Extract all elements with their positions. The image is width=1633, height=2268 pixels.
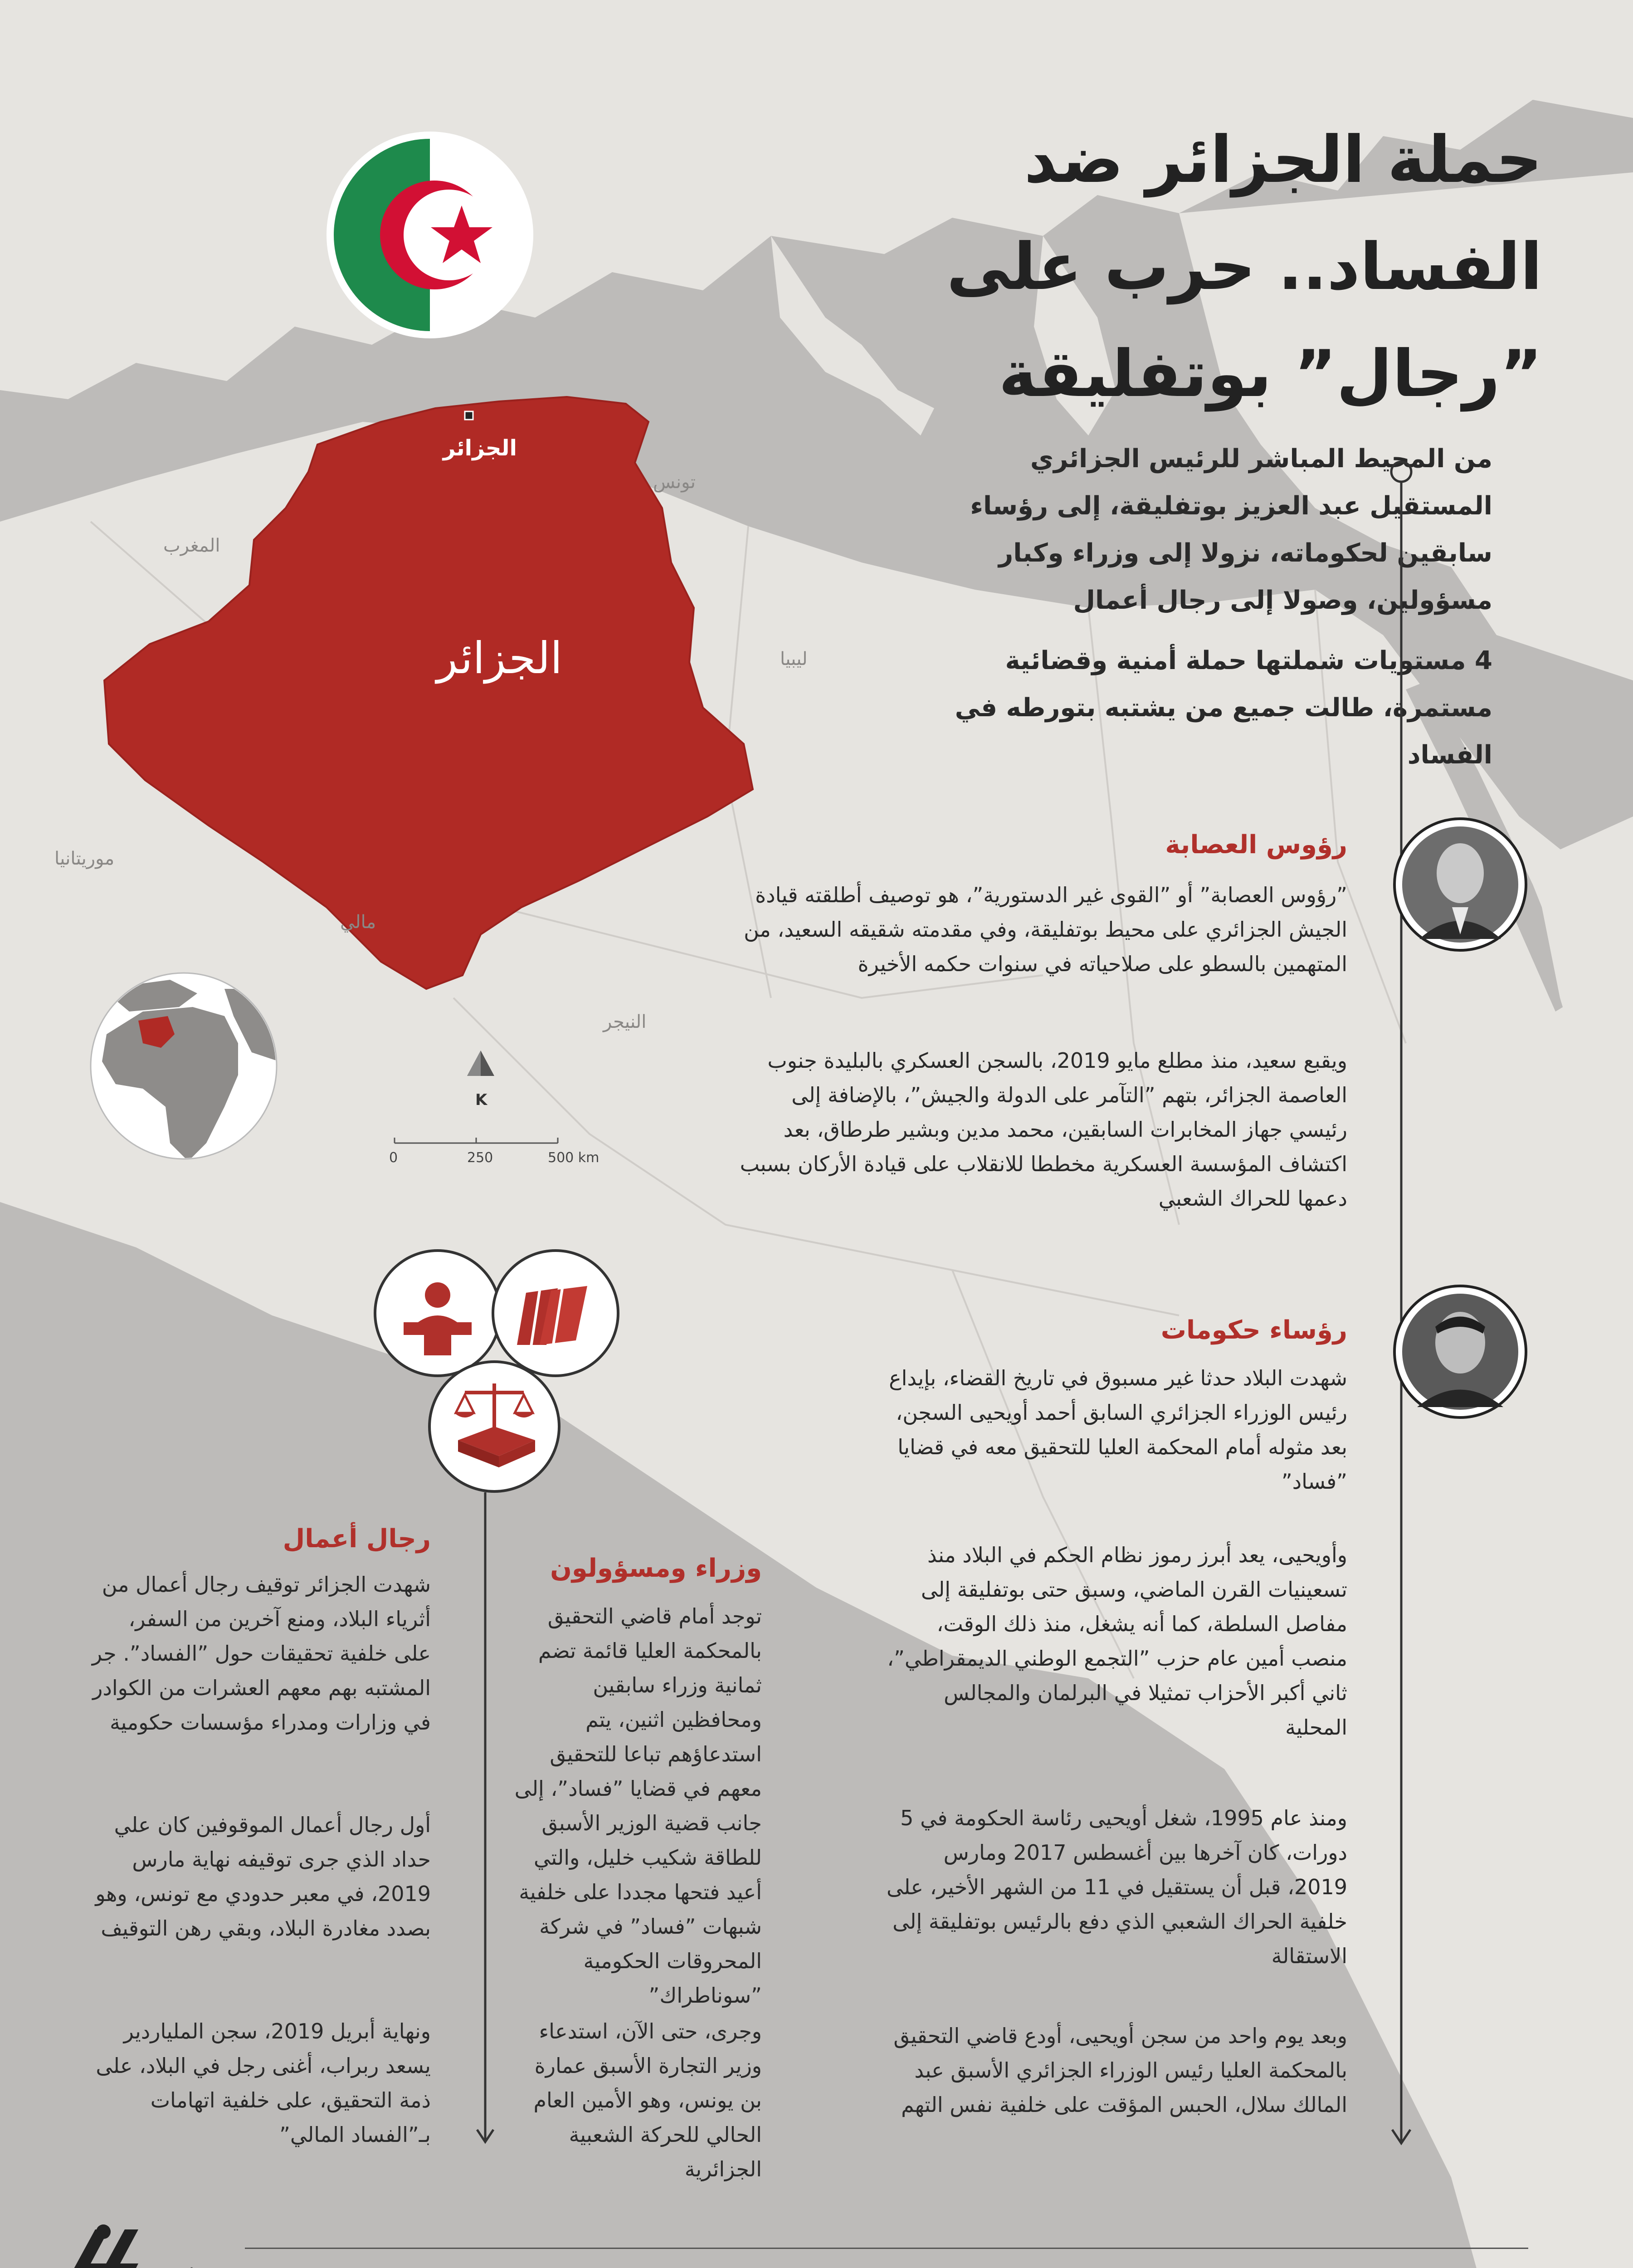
businessmen-paragraph-1: شهدت الجزائر توقيف رجال أعمال من أثرياء البلاد، ومنع آخرين من السفر، على خلفية تحقيقات حول ”الفساد”. جر المشتبه بهم معهم العشرات من الكوادر في وزارات ومدراء مؤسسات حكومية — [92, 1572, 431, 1735]
section-heading-prime-ministers: رؤساء حكومات — [1160, 1315, 1347, 1345]
north-arrow-icon — [463, 1048, 499, 1084]
gang-heads-paragraph-1: ”رؤوس العصابة” أو ”القوى غير الدستورية”، هو توصيف أطلقته قيادة الجيش الجزائري على محيط بوتفليقة، وفي مقدمته شقيقه السعيد، من المتهمين بالسطو على صلاحياته في سنوات حكمه الأخيرة — [744, 883, 1347, 976]
scale-end: 500 km — [548, 1150, 600, 1166]
businessmen-paragraph-2: أول رجال أعمال الموقوفين كان علي حداد الذي جرى توقيفه نهاية مارس 2019، في معبر حدودي مع تونس، وهو بصدد مغادرة البلاد، وبقي رهن التوقيف — [95, 1813, 431, 1941]
ouyahia-portrait — [1392, 1284, 1528, 1420]
left-timeline — [472, 1492, 499, 2150]
north-letter: K — [475, 1091, 487, 1109]
intro-paragraph-1: من المحيط المباشر للرئيس الجزائري المستقيل عبد العزيز بوتفليقة، إلى رؤساء سابقين لحكوماته، نزولا إلى وزراء وكبار مسؤولين، وصولا إلى رجال أعمال — [970, 444, 1492, 615]
intro-paragraph-2: 4 مستويات شملتها حملة أمنية وقضائية مستمرة، طالت جميع من يشتبه بتورطه في الفساد — [955, 646, 1492, 770]
footer-divider — [245, 2248, 1528, 2249]
prime-ministers-paragraph-2: وأويحيى، يعد أبرز رموز نظام الحكم في البلاد منذ تسعينيات القرن الماضي، وسبق حتى بوتفليقة إلى مفاصل السلطة، كما أنه يشغل، منذ ذلك الوقت، منصب أمين عام حزب ”التجمع الوطني الديمقراطي”، ثاني أكبر الأحزاب تمثيلا في البرلمان والمجالس المحلية — [887, 1543, 1347, 1740]
locator-globe — [88, 971, 279, 1161]
ministers-paragraph-1: توجد أمام قاضي التحقيق بالمحكمة العليا قائمة تضم ثمانية وزراء سابقين ومحافظين اثنين، يتم استدعاؤهم تباعا للتحقيق معهم في قضايا ”فساد”، إلى جانب قضية الوزير الأسبق للطاقة شكيب خليل، والتي أعيد فتحها مجددا على خلفية شبهات ”فساد” في شركة المحروقات الحكومية ”سوناطراك” — [514, 1604, 762, 2008]
scale-mid: 250 — [467, 1150, 493, 1166]
title-line-3: ”رجال” بوتفليقة — [999, 337, 1542, 411]
label-libya: ليبيا — [780, 649, 808, 670]
aa-logo-icon — [63, 2223, 145, 2268]
scale-zero: 0 — [389, 1150, 398, 1166]
label-niger: النيجر — [603, 1012, 647, 1032]
label-morocco: المغرب — [163, 535, 220, 556]
title-line-1: حملة الجزائر ضد — [1024, 122, 1542, 197]
bouteflika-portrait — [1392, 816, 1528, 953]
section-heading-gang-heads: رؤوس العصابة — [1165, 830, 1347, 860]
scales-of-justice-icon — [426, 1359, 562, 1495]
prime-ministers-paragraph-4: وبعد يوم واحد من سجن أويحيى، أودع قاضي التحقيق بالمحكمة العليا رئيس الوزراء الجزائري الأسبق عبد المالك سلال، الحبس المؤقت على خلفية نفس التهم — [893, 2024, 1347, 2117]
businessmen-paragraph-3: ونهاية أبريل 2019، سجن الملياردير يسعد ربراب، أغنى رجل في البلاد، على ذمة التحقيق، على خلفية اتهامات بـ”الفساد المالي” — [96, 2019, 431, 2147]
scale-bar — [390, 1134, 571, 1148]
prime-ministers-paragraph-3: ومنذ عام 1995، شغل أويحيى رئاسة الحكومة في 5 دورات، كان آخرها بين أغسطس 2017 ومارس 2019، قبل أن يستقيل في 11 من الشهر الأخير، على خلفية الحراك الشعبي الذي دفع بالرئيس بوتفليقة إلى الاستقالة — [886, 1806, 1347, 1968]
section-heading-ministers: وزراء ومسؤولون — [550, 1554, 762, 1583]
title-line-2: الفساد.. حرب على — [946, 230, 1542, 304]
algeria-flag-icon — [326, 131, 534, 339]
label-mauritania: موريتانيا — [54, 848, 115, 869]
label-mali: مالي — [340, 912, 376, 933]
gang-heads-paragraph-2: ويقبع سعيد، منذ مطلع مايو 2019، بالسجن العسكري بالبليدة جنوب العاصمة الجزائر، بتهم ”التآمر على الدولة والجيش”، بالإضافة إلى رئيسي جهاز المخابرات السابقين، محمد مدين وبشير طرطاق، بعد اكتشاف المؤسسة العسكرية مخططا للانقلاب على قيادة الأركان بسبب دعمها للحراك الشعبي — [740, 1048, 1347, 1211]
prime-ministers-paragraph-1: شهدت البلاد حدثا غير مسبوق في تاريخ القضاء، بإيداع رئيس الوزراء الجزائري السابق أحمد أويحيى السجن، بعد مثوله أمام المحكمة العليا للتحقيق معه في قضايا ”فساد” — [889, 1366, 1347, 1494]
capital-label: الجزائر — [443, 435, 517, 461]
page-title — [930, 107, 1542, 428]
section-heading-businessmen: رجال أعمال — [283, 1524, 431, 1554]
label-tunisia: تونس — [653, 472, 696, 493]
ministers-paragraph-2: وجرى، حتى الآن، استدعاء وزير التجارة الأسبق عمارة بن يونس، وهو الأمين العام الحالي للحركة الشعبية الجزائرية — [533, 2019, 762, 2181]
country-label: الجزائر — [436, 633, 562, 684]
